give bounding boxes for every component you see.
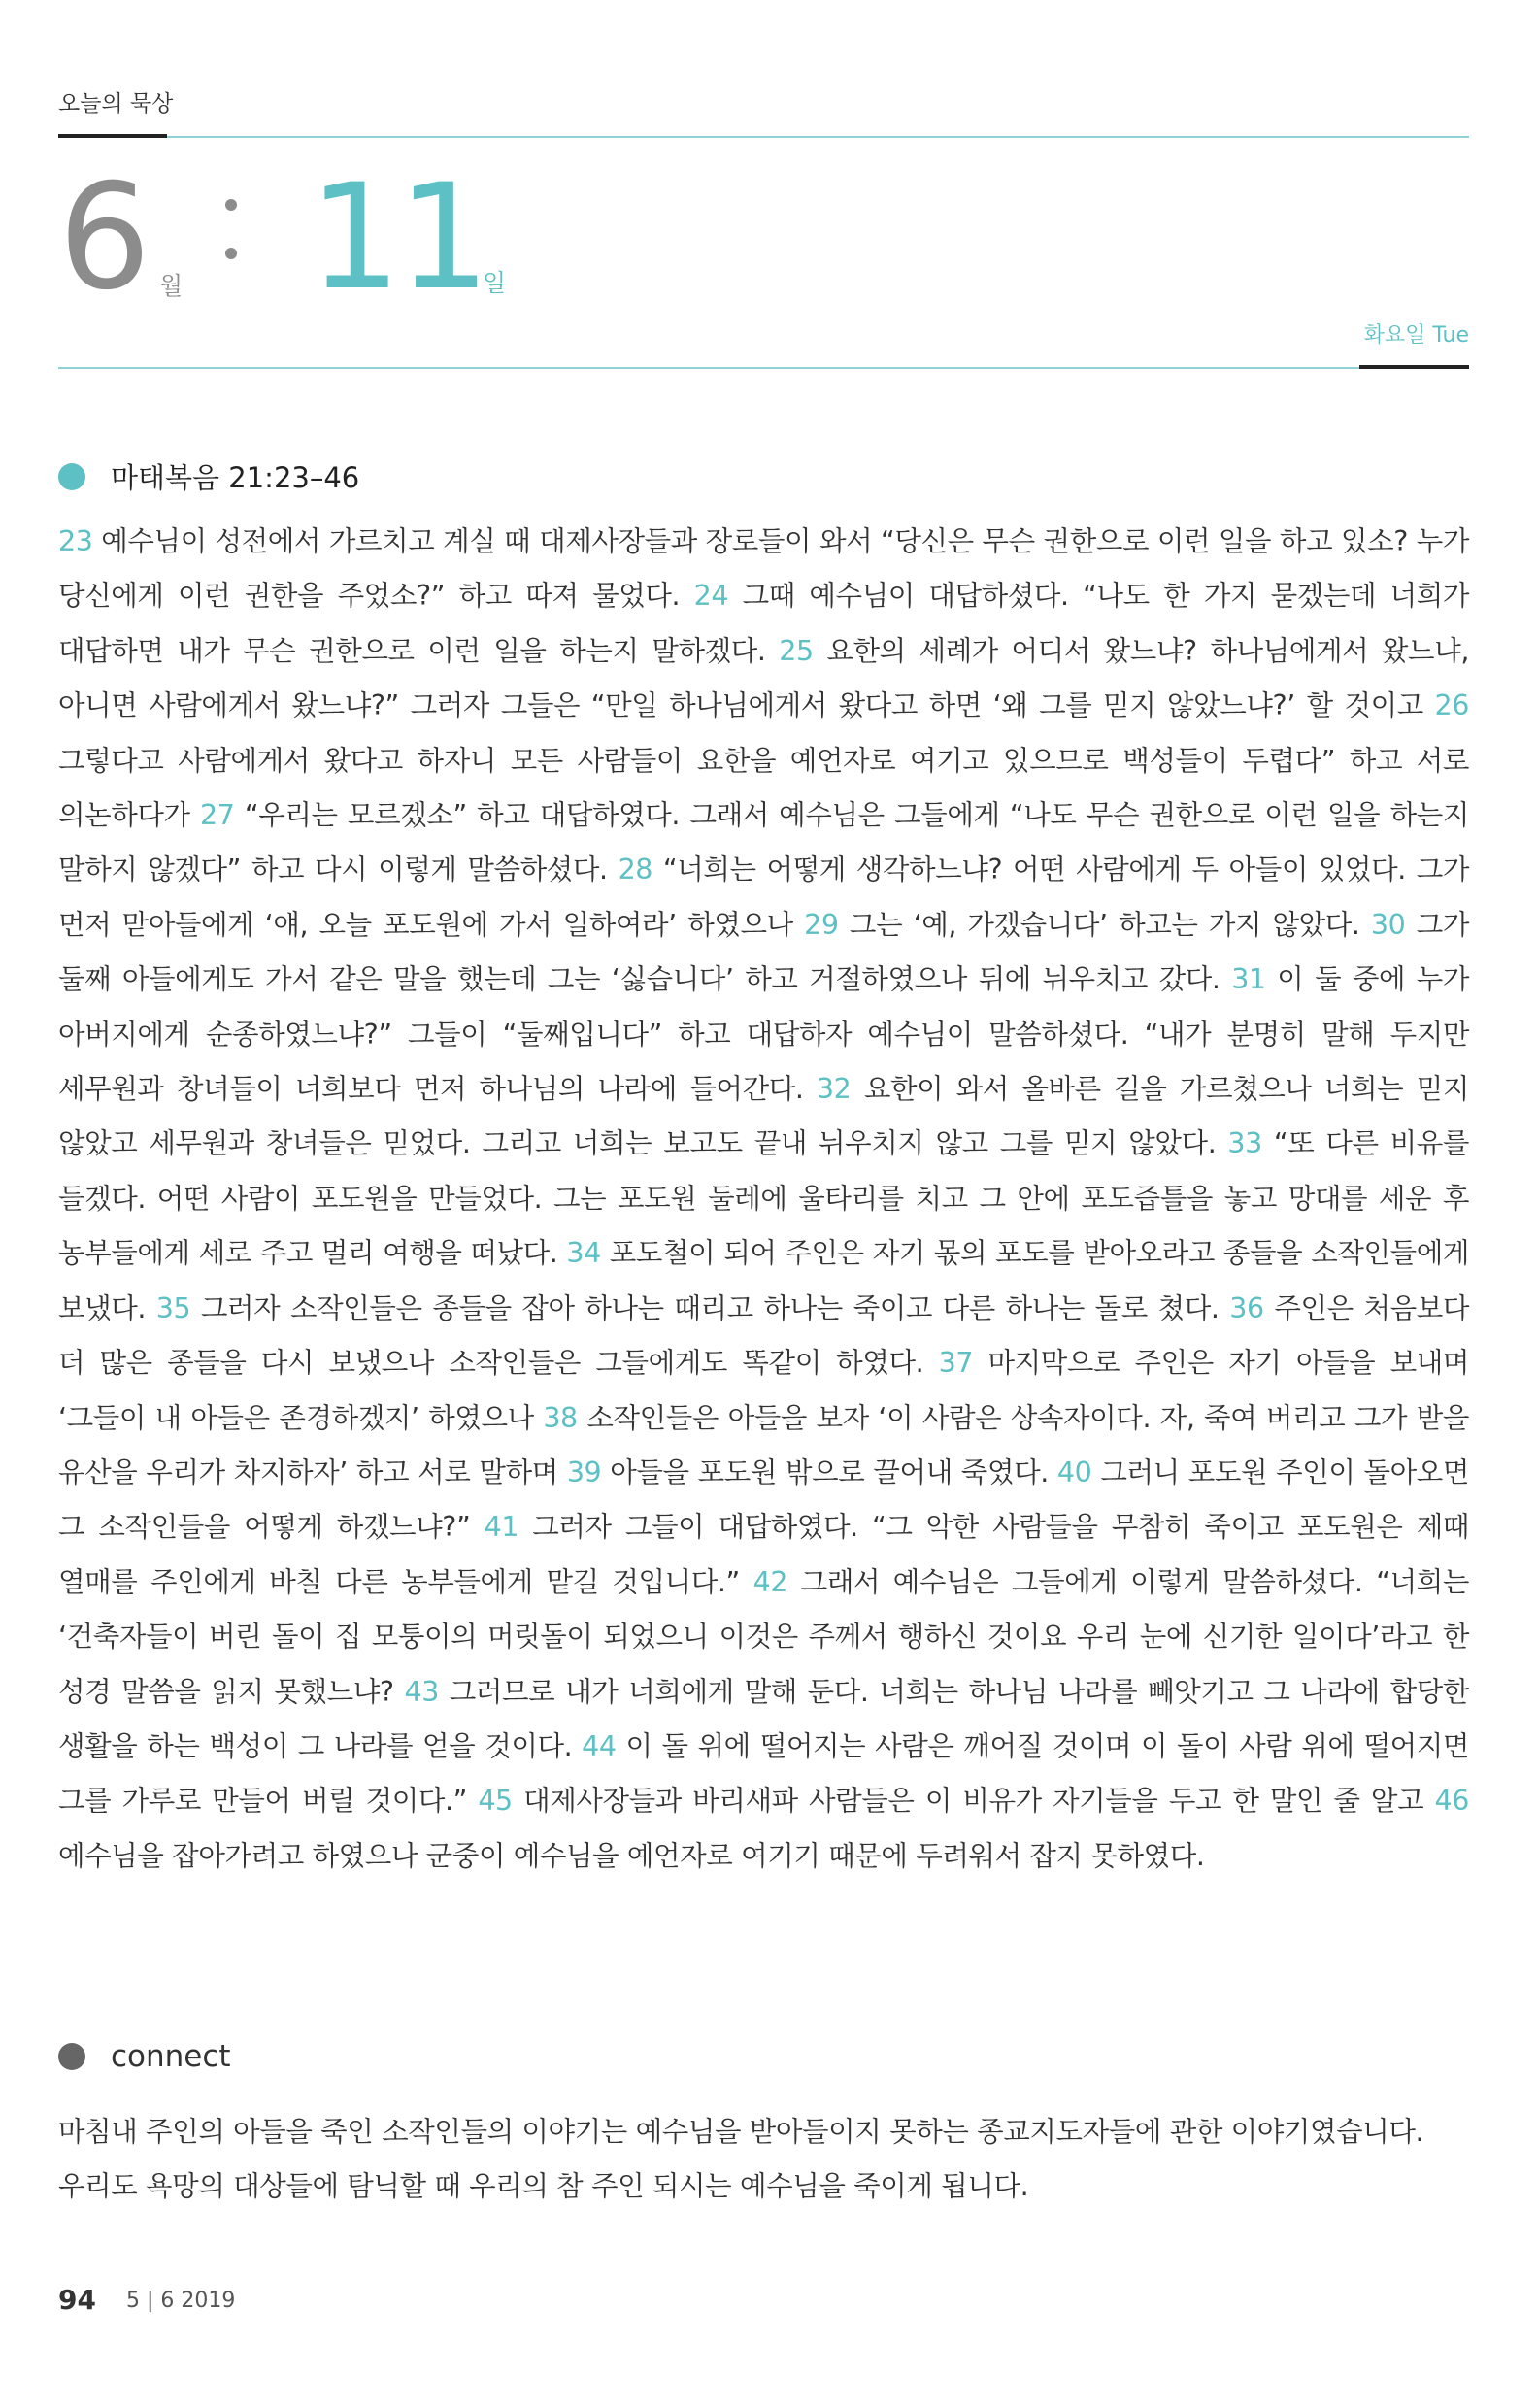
verse-text: 마지막으로 주인은 자기 아들을 보내며 ‘그들이 내 아들은 존경하겠지’ 하였으나 bbox=[58, 1347, 1469, 1434]
section-label: 오늘의 묵상 bbox=[58, 91, 174, 117]
verse-number: 34 bbox=[566, 1237, 601, 1270]
verse-number: 29 bbox=[804, 908, 839, 941]
verse-text: 포도철이 되어 주인은 자기 몫의 포도를 받아오라고 종들을 소작인들에게 보냈다. bbox=[58, 1237, 1469, 1324]
verse-number: 36 bbox=[1229, 1291, 1264, 1324]
verse-text: 그가 둘째 아들에게도 가서 같은 말을 했는데 그는 ‘싫습니다’ 하고 거절하였으나 뒤에 뉘우치고 갔다. bbox=[58, 908, 1469, 996]
header-divider-accent bbox=[58, 134, 167, 138]
verse-text: 그래서 예수님은 그들에게 이렇게 말씀하셨다. “너희는 ‘건축자들이 버린 돌이 집 모퉁이의 머릿돌이 되었으니 이것은 주께서 행하신 것이요 우리 눈에 신기한 일이다’라고 한 성경 말씀을 읽지 못했느냐? bbox=[58, 1565, 1469, 1708]
connect-body: 마침내 주인의 아들을 죽인 소작인들의 이야기는 예수님을 받아들이지 못하는 종교지도자들에 관한 이야기였습니다. 우리도 욕망의 대상들에 탐닉할 때 우리의 참 주인 되시는 예수님을 죽이게 됩니다. bbox=[58, 2116, 1424, 2203]
bullet-icon bbox=[58, 463, 85, 490]
verse-number: 32 bbox=[816, 1073, 852, 1106]
verse-number: 28 bbox=[618, 853, 653, 886]
date-divider bbox=[58, 367, 1469, 369]
verse-number: 39 bbox=[566, 1455, 602, 1488]
scripture-reference: 마태복음 21:23–46 bbox=[111, 461, 360, 494]
day-number: 11 bbox=[309, 153, 486, 322]
verse-number: 25 bbox=[779, 634, 814, 667]
verse-text: 그러므로 내가 너희에게 말해 둔다. 너희는 하나님 나라를 빼앗기고 그 나라에 합당한 생활을 하는 백성이 그 나라를 얻을 것이다. bbox=[58, 1675, 1469, 1762]
verse-text: 주인은 처음보다 더 많은 종들을 다시 보냈으나 소작인들은 그들에게도 똑같이 하였다. bbox=[58, 1291, 1469, 1380]
verse-text: 아들을 포도원 밖으로 끌어내 죽였다. bbox=[601, 1455, 1057, 1488]
colon-dot bbox=[225, 199, 237, 211]
verse-number: 42 bbox=[752, 1565, 788, 1598]
verse-number: 40 bbox=[1056, 1455, 1092, 1488]
verse-number: 37 bbox=[938, 1347, 974, 1380]
weekday-label: 화요일 Tue bbox=[1363, 323, 1469, 348]
verse-number: 23 bbox=[58, 525, 93, 557]
verse-number: 43 bbox=[404, 1675, 439, 1708]
verse-number: 31 bbox=[1231, 963, 1266, 996]
verse-text: 요한이 와서 올바른 길을 가르쳤으나 너희는 믿지 않았고 세무원과 창녀들은 믿었다. 그리고 너희는 보고도 끝내 뉘우치지 않고 그를 믿지 않았다. bbox=[58, 1073, 1469, 1160]
verse-text: 대제사장들과 바리새파 사람들은 이 비유가 자기들을 두고 한 말인 줄 알고 bbox=[512, 1785, 1435, 1818]
verse-text: 그러자 소작인들은 종들을 잡아 하나는 때리고 하나는 죽이고 다른 하나는 돌로 쳤다. bbox=[190, 1291, 1230, 1324]
day-unit: 일 bbox=[483, 269, 507, 297]
verse-number: 24 bbox=[693, 580, 729, 613]
verse-number: 27 bbox=[200, 799, 235, 832]
scripture-passage bbox=[58, 515, 1469, 1884]
verse-number: 26 bbox=[1434, 689, 1469, 722]
weekday-underline bbox=[1359, 365, 1469, 369]
verse-text: 소작인들은 아들을 보자 ‘이 사람은 상속자이다. 자, 죽여 버리고 그가 받을 유산을 우리가 차지하자’ 하고 서로 말하며 bbox=[58, 1401, 1469, 1488]
verse-text: 그러니 포도원 주인이 돌아오면 그 소작인들을 어떻게 하겠느냐?” bbox=[58, 1455, 1469, 1544]
page-number: 94 bbox=[58, 2284, 96, 2316]
verse-number: 44 bbox=[582, 1729, 617, 1762]
verse-text: 그는 ‘예, 가겠습니다’ 하고는 가지 않았다. bbox=[838, 908, 1371, 941]
colon-dot bbox=[225, 248, 237, 259]
verse-number: 33 bbox=[1227, 1127, 1262, 1160]
verse-text: 예수님을 잡아가려고 하였으나 군중이 예수님을 예언자로 여기기 때문에 두려워서 잡지 못하였다. bbox=[58, 1839, 1205, 1872]
verse-number: 46 bbox=[1434, 1785, 1469, 1818]
verse-number: 45 bbox=[478, 1785, 513, 1818]
scripture-heading bbox=[58, 456, 359, 496]
verse-text: 그렇다고 사람에게서 왔다고 하자니 모든 사람들이 요한을 예언자로 여기고 있으므로 백성들이 두렵다” 하고 서로 의논하다가 bbox=[58, 744, 1469, 832]
verse-text: “우리는 모르겠소” 하고 대답하였다. 그래서 예수님은 그들에게 “나도 무슨 권한으로 이런 일을 하는지 말하지 않겠다” 하고 다시 이렇게 말씀하셨다. bbox=[58, 799, 1469, 886]
issue-label: 5 | 6 2019 bbox=[126, 2289, 236, 2313]
verse-number: 30 bbox=[1370, 908, 1406, 941]
verse-text: 그러자 그들이 대답하였다. “그 악한 사람들을 무참히 죽이고 포도원은 제때 열매를 주인에게 바칠 다른 농부들에게 맡길 것입니다.” bbox=[58, 1511, 1469, 1598]
verse-text: 예수님이 성전에서 가르치고 계실 때 대제사장들과 장로들이 와서 “당신은 무슨 권한으로 이런 일을 하고 있소? 누가 당신에게 이런 권한을 주었소?” 하고 따져 물었다. bbox=[58, 525, 1469, 613]
verse-text: 이 돌 위에 떨어지는 사람은 깨어질 것이며 이 돌이 사람 위에 떨어지면 그를 가루로 만들어 버릴 것이다.” bbox=[58, 1729, 1469, 1818]
connect-heading bbox=[58, 2039, 231, 2074]
verse-text: 요한의 세례가 어디서 왔느냐? 하나님에게서 왔느냐, 아니면 사람에게서 왔느냐?” 그러자 그들은 “만일 하나님에게서 왔다고 하면 ‘왜 그를 믿지 않았느냐?’ 할 것이고 bbox=[58, 634, 1469, 722]
month-number: 6 bbox=[58, 153, 148, 322]
verse-text: 이 둘 중에 누가 아버지에게 순종하였느냐?” 그들이 “둘째입니다” 하고 대답하자 예수님이 말씀하셨다. “내가 분명히 말해 두지만 세무원과 창녀들이 너희보다 먼저 하나님의 나라에 들어간다. bbox=[58, 963, 1469, 1106]
connect-title: connect bbox=[111, 2039, 231, 2074]
verse-number: 41 bbox=[484, 1511, 519, 1544]
verse-text: “너희는 어떻게 생각하느냐? 어떤 사람에게 두 아들이 있었다. 그가 먼저 맏아들에게 ‘얘, 오늘 포도원에 가서 일하여라’ 하였으나 bbox=[58, 853, 1469, 941]
verse-text: 그때 예수님이 대답하셨다. “나도 한 가지 묻겠는데 너희가 대답하면 내가 무슨 권한으로 이런 일을 하는지 말하겠다. bbox=[58, 580, 1469, 667]
verse-number: 35 bbox=[155, 1291, 191, 1324]
header-divider bbox=[58, 136, 1469, 138]
verse-text: “또 다른 비유를 들겠다. 어떤 사람이 포도원을 만들었다. 그는 포도원 둘레에 울타리를 치고 그 안에 포도즙틀을 놓고 망대를 세운 후 농부들에게 세로 주고 멀리 여행을 떠났다. bbox=[58, 1127, 1469, 1270]
bullet-icon bbox=[58, 2043, 85, 2070]
verse-number: 38 bbox=[543, 1401, 578, 1434]
month-unit: 월 bbox=[159, 272, 184, 300]
